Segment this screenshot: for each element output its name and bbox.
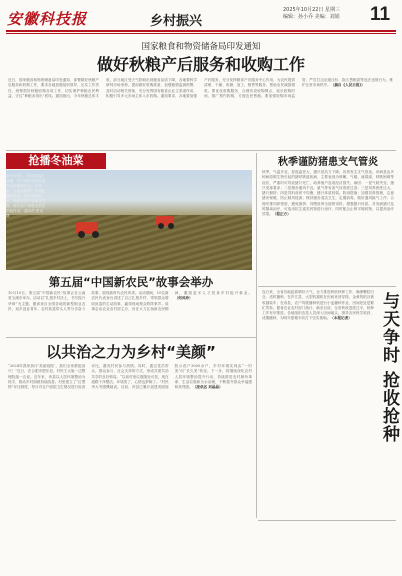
photo-caption	[6, 174, 46, 266]
vertical-article-body	[262, 290, 374, 518]
newspaper-logo: 安徽科技报	[7, 10, 88, 28]
photo-caption-text: 10月19日，在全椒县武岗镇，农户驾驶农机开展冬油菜播种作业。近年来，当地积极推广机械化播种技术，提高种植效率，保障油菜产业稳定发展。图为农户驾驶农机在田间作业。	[6, 174, 46, 213]
bottom-article-body	[8, 364, 252, 569]
photo-credit: 通讯员 张龙 摄	[6, 209, 44, 218]
divider	[6, 337, 256, 338]
story-event-text: 10月10日，第五届“中国新农民”故事会在云南省玉溪市举办。活动以“扎根乡村沃土，书写振兴华章”为主题，邀请来自全国各地的新型职业农民、返乡创业青年、农村致富带头人等分享奋斗故事，展现新时代农民风采。活动期间，10位新农民代表登台讲述了自己扎根乡村、带领群众增收致富的生动故事，赢得现场观众阵阵掌声。故事会由农业农村部主办，旨在大力弘扬新农民精神，激励更多人才投身乡村振兴事业。	[8, 291, 252, 311]
bottom-article-byline: （凌卓远 刘晶晶）	[192, 385, 223, 390]
divider	[258, 286, 396, 287]
tractor-wheel	[158, 223, 164, 229]
right-article-headline: 秋季谨防猪患支气管炎	[278, 157, 378, 168]
story-event-byline: （何凤珍）	[174, 296, 193, 301]
column-divider	[256, 153, 257, 518]
right-article-text: 秋季，气温多变，昼夜温差大，猪只抵抗力下降，容易发生支气管炎。该病是由多种病原微生物引起的猪呼吸道疾病，主要表现为咳嗽、气喘、流鼻涕、呼吸困难等症状，严重时可导致猪只死亡，给养殖户造成经济损失。病因：一是气候突变，猪只受寒着凉；二是猪舍通风不良，氨气等有害气体浓度过高；三是饲养密度过大，猪只拥挤；四是饲料营养不均衡，猪只体质较弱。防治措施：加强饲养管理，注意猪舍保暖，防止贼风侵袭；保持猪舍清洁卫生，定期消毒，做好通风换气工作；合理安排饲养密度，避免拥挤；饲喂营养全面的饲料，增强猪只体质。对发病猪只及时隔离治疗，可选用抗生素类药物进行治疗，同时配合止咳平喘药物，以提高治疗效果。	[262, 170, 394, 217]
story-event-body	[8, 291, 252, 334]
bottom-article-text: “2024年我家获评‘美丽庭院’，我们全家都挺高兴！”近日，在合肥市肥东县，村民王大姐一边整理院落一边说。近年来，该县以人居环境整治为抓手，推动乡村面貌持续改善。村里建立了“红黑榜”评比制度，每月对农户庭院卫生情况进行检查评比，激发村民参与热情。同时，通过党员带头、群众参与、社会支持的方式，形成共建共治共享的良好格局。“以前村里垃圾随处可见，现在道路干净整洁，环境美了，心情也舒畅了。”村民李大爷感慨地说。目前，该县已累计创建美丽庭院示范户3000余户，乡村环境实现由“一时美”向“长久美”转变。下一步，将继续深化农村人居环境整治提升行动，持续推进农村厕所革命、生活垃圾和污水治理，不断提升群众幸福感和获得感。	[8, 364, 252, 390]
issue-editors: 编辑：孙小乔 美编：刘娟	[283, 14, 340, 20]
masthead-rule-thin	[6, 33, 396, 34]
tractor-wheel	[78, 231, 85, 238]
issue-info	[283, 7, 340, 21]
top-article-byline: （摘自《人民日报》）	[330, 83, 365, 88]
top-article-body	[8, 78, 393, 147]
story-event-headline: 第五届“中国新农民”故事会举办	[48, 275, 214, 289]
right-article-byline: （程正方）	[272, 212, 291, 217]
photo-feature-title: 抢播冬油菜	[6, 153, 106, 169]
top-article-headline: 做好秋粮产后服务和收购工作	[96, 55, 305, 74]
right-article-body	[262, 170, 394, 282]
bottom-article-headline: 以共治之力为乡村“美颜”	[46, 343, 216, 361]
vertical-article-byline: （本报记者）	[330, 316, 352, 321]
masthead-rule	[6, 30, 396, 32]
tractor-wheel	[168, 223, 174, 229]
top-article-text: 近日，国家粮食和物资储备局印发通知，部署做好秋粮产后服务和收购工作，要求各地加强组织领导，压实工作责任，统筹抓好秋粮收购各项工作，切实保护种粮农民利益，守住“种粮卖得出”底线。通知指出，今年秋粮总体丰收，部分地区受天气影响出现粮食品质下降，各地要科学研判市场形势，提前做好收购准备，加强粮情监测预警，及时启动相关预案，充分发挥国有粮食企业主渠道作用，积极引导多元市场主体入市收购。通知要求，各地要加强产后服务，充分发挥粮食产后服务中心作用，为农民提供清理、干燥、收储、加工、销售等服务，帮助农民减损增收。要优化收购服务，合理布设收购网点，延长收购时间，推广预约收购，方便农民售粮。要加强收购市场监管，严厉打击压级压价、拖欠售粮款等违法违规行为，维护正常市场秩序。	[8, 78, 393, 98]
divider	[258, 520, 396, 521]
masthead	[0, 0, 402, 36]
top-article-kicker: 国家粮食和物资储备局印发通知	[141, 42, 261, 52]
vertical-heading: 与天争时 抢收抢种	[379, 292, 399, 443]
issue-date: 2025年10月22日 星期三	[283, 7, 341, 13]
tractor-wheel	[92, 231, 99, 238]
section-title: 乡村振兴	[150, 14, 203, 29]
page-number: 11	[370, 4, 391, 25]
divider	[6, 150, 396, 151]
vertical-article-text: 连日来，全省各地抢抓晴好天气，全力推进秋收秋种工作，确保颗粒归仓、适时播种。在庐江县，大型收割机在田间来回穿梭，金黄的稻谷被收割装车；在寿县，农户驾驶播种机进行小麦播种作业，田间处处是繁忙景象。据省农业农村部门统计，截至目前，全省秋收进度过半，秋种工作有序推进。各地组织农技人员深入田间地头，指导农民科学收获、适期播种，为明年夏粮丰收打下坚实基础。	[262, 290, 374, 321]
